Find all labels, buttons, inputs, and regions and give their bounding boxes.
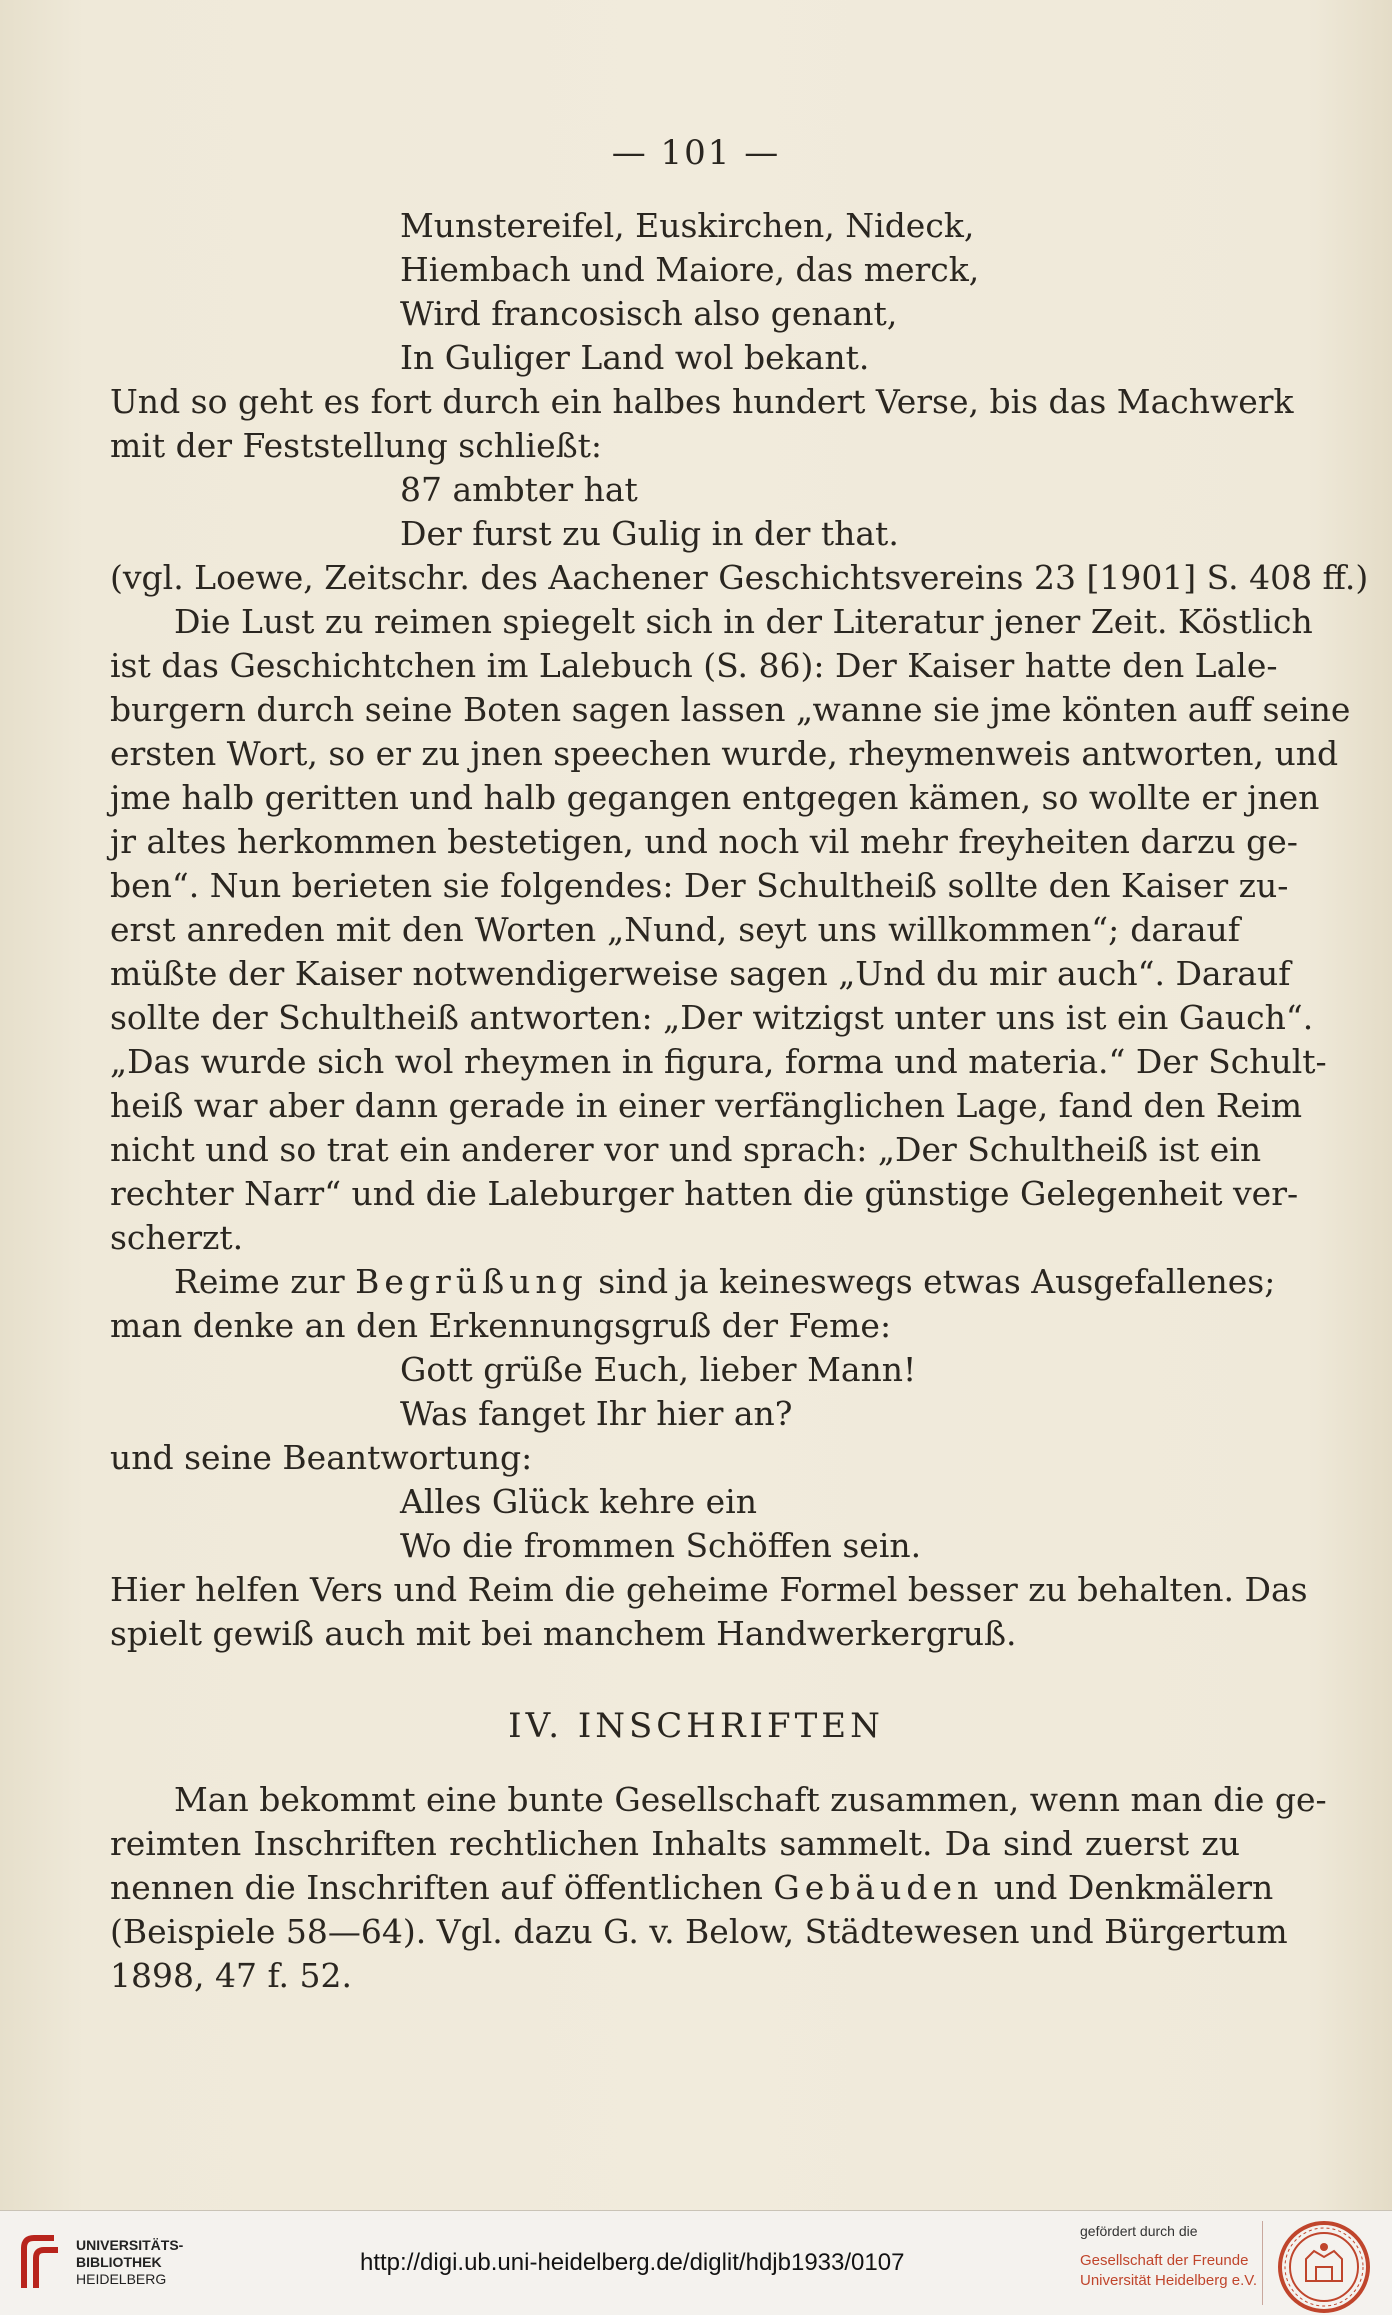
text-line: Hier helfen Vers und Reim die geheime Formel besser zu behalten. Das xyxy=(110,1570,1308,1609)
text-line: jr altes herkommen bestetigen, und noch vil mehr freyheiten darzu ge- xyxy=(110,822,1298,861)
paragraph-3 xyxy=(110,1260,1276,1348)
page-number: — 101 — xyxy=(611,133,781,173)
text-line: 1898, 47 f. 52. xyxy=(110,1956,352,1995)
text-line: und seine Beantwortung: xyxy=(110,1438,533,1477)
funder-name[interactable] xyxy=(1080,2251,1257,2291)
paragraph-2 xyxy=(110,600,1351,1260)
library-name[interactable] xyxy=(76,2237,183,2288)
text-line: erst anreden mit den Worten „Nund, seyt uns willkommen“; darauf xyxy=(110,910,1240,949)
text-line: (Beispiele 58—64). Vgl. dazu G. v. Below, Städtewesen und Bürgertum xyxy=(110,1912,1288,1951)
text-line: sollte der Schultheiß antworten: „Der witzigst unter uns ist ein Gauch“. xyxy=(110,998,1314,1037)
text-line: jme halb geritten und halb gegangen entgegen kämen, so wollte er jnen xyxy=(110,778,1320,817)
text-line: heiß war aber dann gerade in einer verfänglichen Lage, fand den Reim xyxy=(110,1086,1303,1125)
text-span: Reime zur xyxy=(174,1262,345,1301)
verse-line: Alles Glück kehre ein xyxy=(400,1482,757,1521)
text-line: man denke an den Erkennungsgruß der Feme: xyxy=(110,1306,892,1345)
text-line: „Das wurde sich wol rheymen in figura, forma und materia.“ Der Schult- xyxy=(110,1042,1327,1081)
text-line: Man bekommt eine bunte Gesellschaft zusammen, wenn man die ge- xyxy=(174,1780,1327,1819)
text-span: und Denkmälern xyxy=(993,1868,1274,1907)
library-name-line: UNIVERSITÄTS- xyxy=(76,2237,184,2253)
paragraph-1 xyxy=(110,380,1294,468)
library-name-line: BIBLIOTHEK xyxy=(76,2254,162,2270)
funded-by-label: gefördert durch die xyxy=(1080,2223,1198,2239)
verse-line: Wird francosisch also genant, xyxy=(400,294,898,333)
text-line xyxy=(110,1260,1276,1304)
university-library-logo-icon[interactable] xyxy=(14,2233,64,2293)
text-span: nennen die Inschriften auf öffentlichen xyxy=(110,1868,763,1907)
paragraph-4 xyxy=(110,1436,1240,1480)
text-line: ersten Wort, so er zu jnen speechen wurde, rheymenweis antworten, und xyxy=(110,734,1339,773)
paragraph-5 xyxy=(110,1568,1308,1656)
verse-line: Wo die frommen Schöffen sein. xyxy=(400,1526,922,1565)
library-name-line: HEIDELBERG xyxy=(76,2271,167,2287)
text-line xyxy=(110,1866,1274,1910)
text-line: rechter Narr“ und die Laleburger hatten die günstige Gelegenheit ver- xyxy=(110,1174,1299,1213)
verse-block-1 xyxy=(400,204,1200,380)
section-heading: IV. INSCHRIFTEN xyxy=(508,1706,884,1746)
university-seal-icon xyxy=(1276,2219,1372,2315)
verse-line: In Guliger Land wol bekant. xyxy=(400,338,870,377)
text-line: nicht und so trat ein anderer vor und sprach: „Der Schultheiß ist ein xyxy=(110,1130,1262,1169)
text-line: Und so geht es fort durch ein halbes hundert Verse, bis das Machwerk xyxy=(110,382,1294,421)
spaced-emphasis: Begrüßung xyxy=(355,1262,588,1301)
text-line: ben“. Nun berieten sie folgendes: Der Schultheiß sollte den Kaiser zu- xyxy=(110,866,1289,905)
permalink-url[interactable]: http://digi.ub.uni-heidelberg.de/diglit/hdjb1933/0107 xyxy=(360,2249,905,2276)
text-line: ist das Geschichtchen im Lalebuch (S. 86): Der Kaiser hatte den Lale- xyxy=(110,646,1278,685)
viewer-footer xyxy=(0,2210,1392,2315)
verse-block-4 xyxy=(400,1480,1200,1568)
verse-block-3 xyxy=(400,1348,1200,1436)
footer-divider xyxy=(1262,2221,1263,2305)
text-line: burgern durch seine Boten sagen lassen „wanne sie jme könten auff seine xyxy=(110,690,1351,729)
text-line: scherzt. xyxy=(110,1218,244,1257)
verse-line: Gott grüße Euch, lieber Mann! xyxy=(400,1350,917,1389)
text-line: Die Lust zu reimen spiegelt sich in der Literatur jener Zeit. Köstlich xyxy=(174,602,1313,641)
verse-line: 87 ambter hat xyxy=(400,470,638,509)
verse-line: Hiembach und Maiore, das merck, xyxy=(400,250,980,289)
text-line: reimten Inschriften rechtlichen Inhalts sammelt. Da sind zuerst zu xyxy=(110,1824,1240,1863)
reference-line xyxy=(110,556,1369,600)
funder-name-line: Gesellschaft der Freunde xyxy=(1080,2252,1249,2269)
verse-line: Der furst zu Gulig in der that. xyxy=(400,514,899,553)
verse-line: Was fanget Ihr hier an? xyxy=(400,1394,793,1433)
text-line: spielt gewiß auch mit bei manchem Handwerkergruß. xyxy=(110,1614,1017,1653)
text-line: müßte der Kaiser notwendigerweise sagen „Und du mir auch“. Darauf xyxy=(110,954,1291,993)
text-line: mit der Feststellung schließt: xyxy=(110,426,603,465)
funder-name-line: Universität Heidelberg e.V. xyxy=(1080,2272,1258,2289)
verse-line: Munstereifel, Euskirchen, Nideck, xyxy=(400,206,975,245)
paragraph-6 xyxy=(110,1778,1327,1998)
text-span: sind ja keineswegs etwas Ausgefallenes; xyxy=(598,1262,1276,1301)
text-line: (vgl. Loewe, Zeitschr. des Aachener Geschichtsvereins 23 [1901] S. 408 ff.) xyxy=(110,558,1369,597)
verse-block-2 xyxy=(400,468,1200,556)
spaced-emphasis: Gebäuden xyxy=(773,1868,984,1907)
